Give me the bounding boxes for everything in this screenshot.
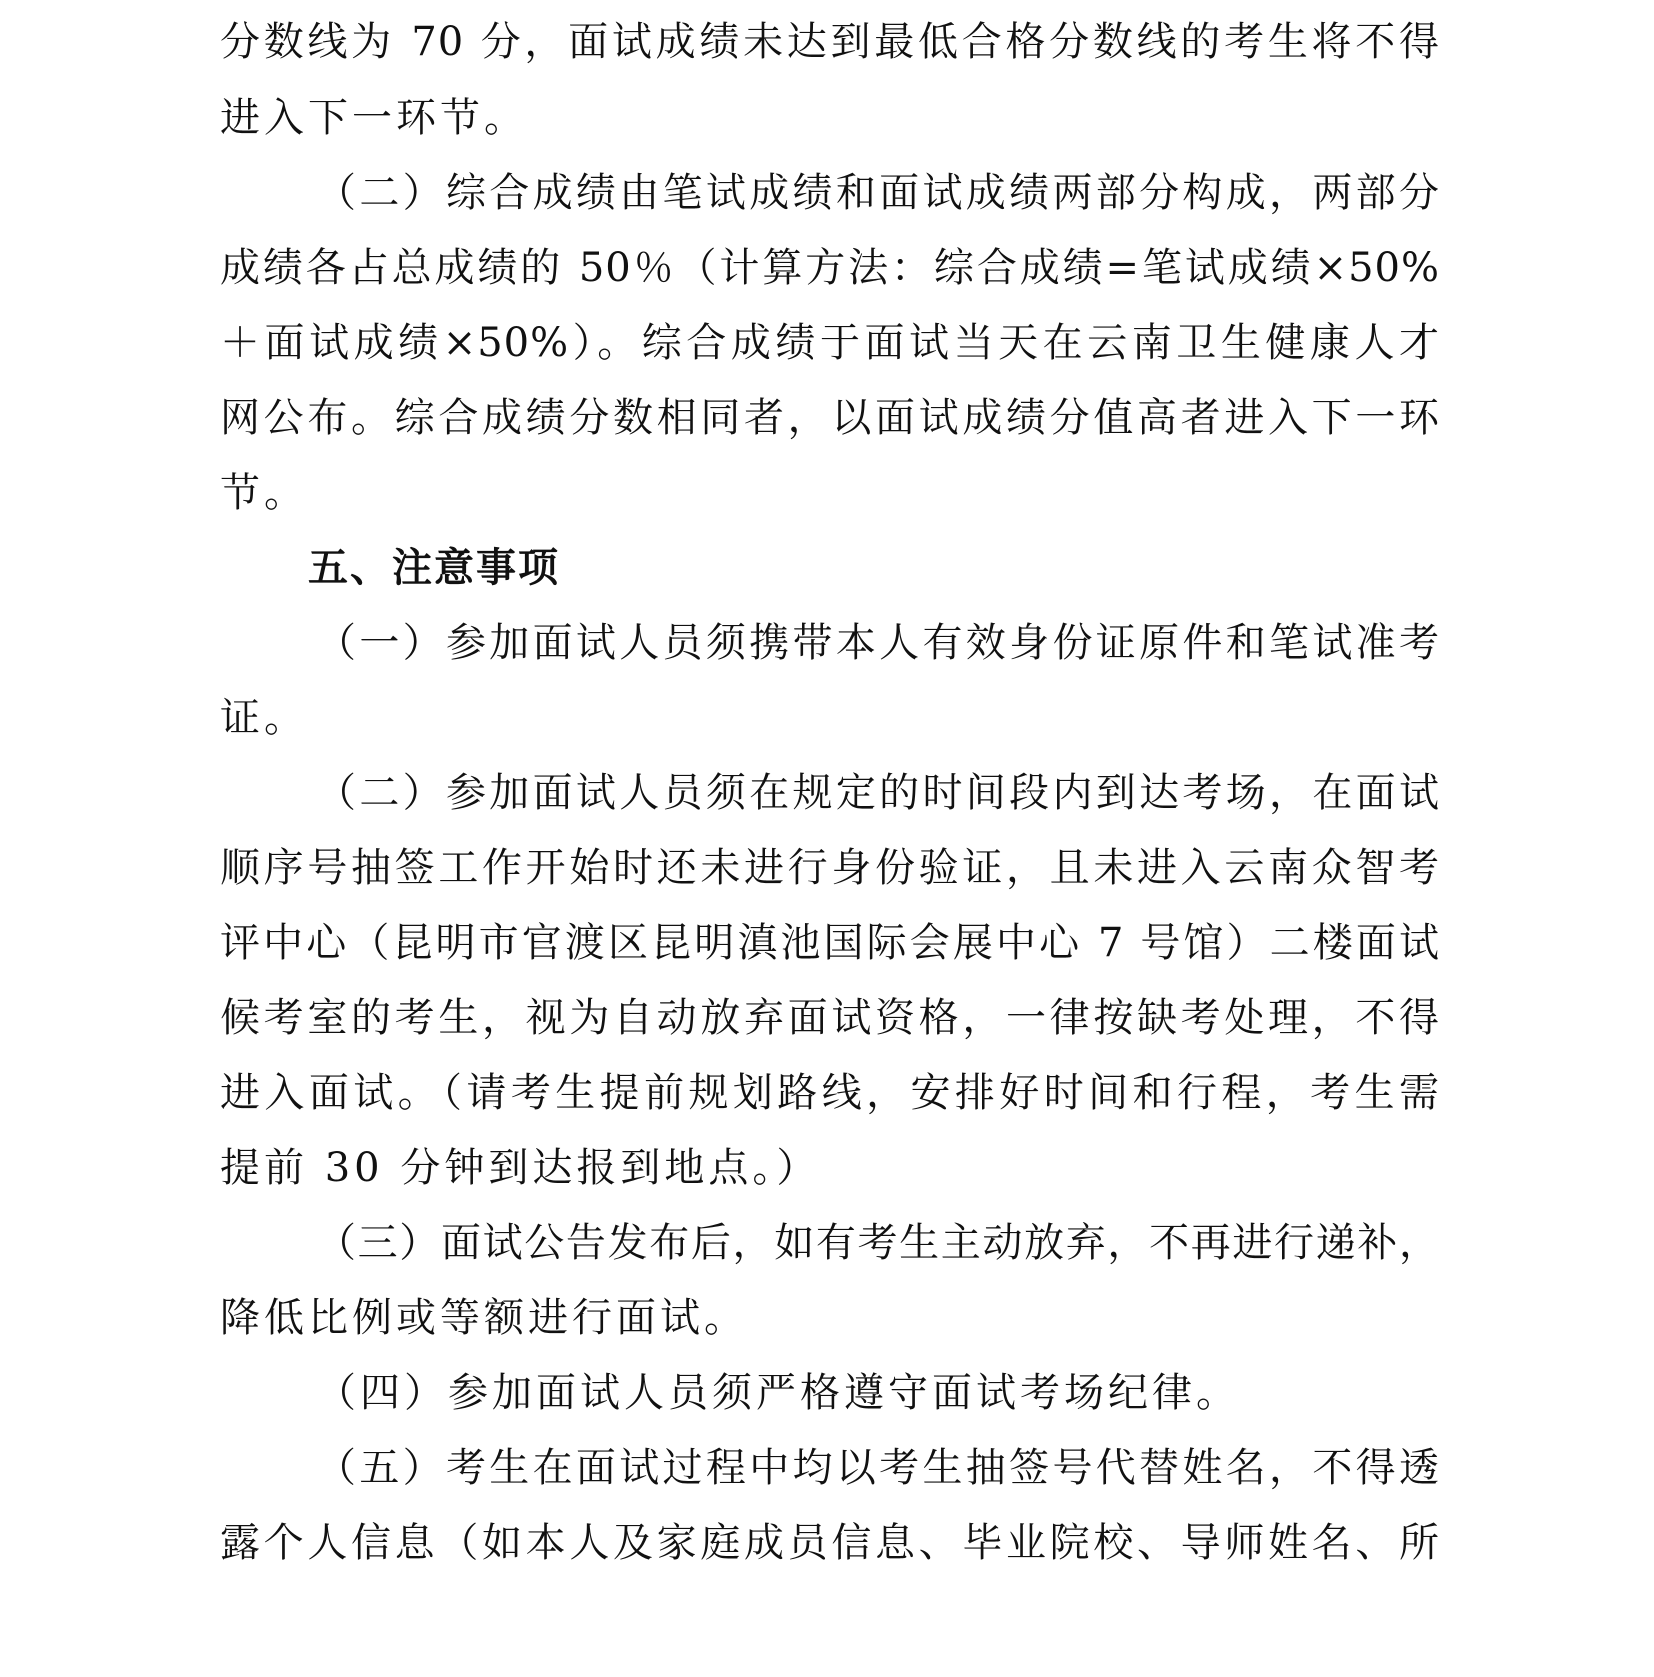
text-line: 降低比例或等额进行面试。 (220, 1295, 748, 1341)
paragraph-start-line: （二）参加面试人员须在规定的时间段内到达考场，在面试 (316, 770, 1440, 816)
text-line: 网公布。综合成绩分数相同者，以面试成绩分值高者进入下一环 (220, 395, 1440, 441)
text-line: 节。 (220, 470, 308, 516)
paragraph-start-line: （四）参加面试人员须严格遵守面试考场纪律。 (316, 1370, 1240, 1416)
text-line: 进入面试。（请考生提前规划路线，安排好时间和行程，考生需 (220, 1070, 1440, 1116)
text-line: 分数线为 70 分，面试成绩未达到最低合格分数线的考生将不得 (220, 19, 1440, 65)
text-line: 进入下一环节。 (220, 95, 528, 141)
paragraph-start-line: （三）面试公告发布后，如有考生主动放弃，不再进行递补， (316, 1220, 1440, 1266)
paragraph-start-line: （一）参加面试人员须携带本人有效身份证原件和笔试准考 (316, 620, 1440, 666)
section-heading: 五、注意事项 (308, 545, 560, 591)
text-line: 评中心（昆明市官渡区昆明滇池国际会展中心 7 号馆）二楼面试 (220, 920, 1440, 966)
text-line: 候考室的考生，视为自动放弃面试资格，一律按缺考处理，不得 (220, 995, 1440, 1041)
text-line: 提前 30 分钟到达报到地点。） (220, 1145, 821, 1191)
text-line: 证。 (220, 695, 308, 741)
text-line: 成绩各占总成绩的 50％（计算方法：综合成绩=笔试成绩×50% (220, 245, 1440, 291)
text-line: 顺序号抽签工作开始时还未进行身份验证，且未进入云南众智考 (220, 845, 1440, 891)
paragraph-start-line: （五）考生在面试过程中均以考生抽签号代替姓名，不得透 (316, 1445, 1440, 1491)
text-line: ＋面试成绩×50%）。综合成绩于面试当天在云南卫生健康人才 (220, 320, 1440, 366)
text-line: 露个人信息（如本人及家庭成员信息、毕业院校、导师姓名、所 (220, 1520, 1440, 1566)
paragraph-start-line: （二）综合成绩由笔试成绩和面试成绩两部分构成，两部分 (316, 170, 1440, 216)
